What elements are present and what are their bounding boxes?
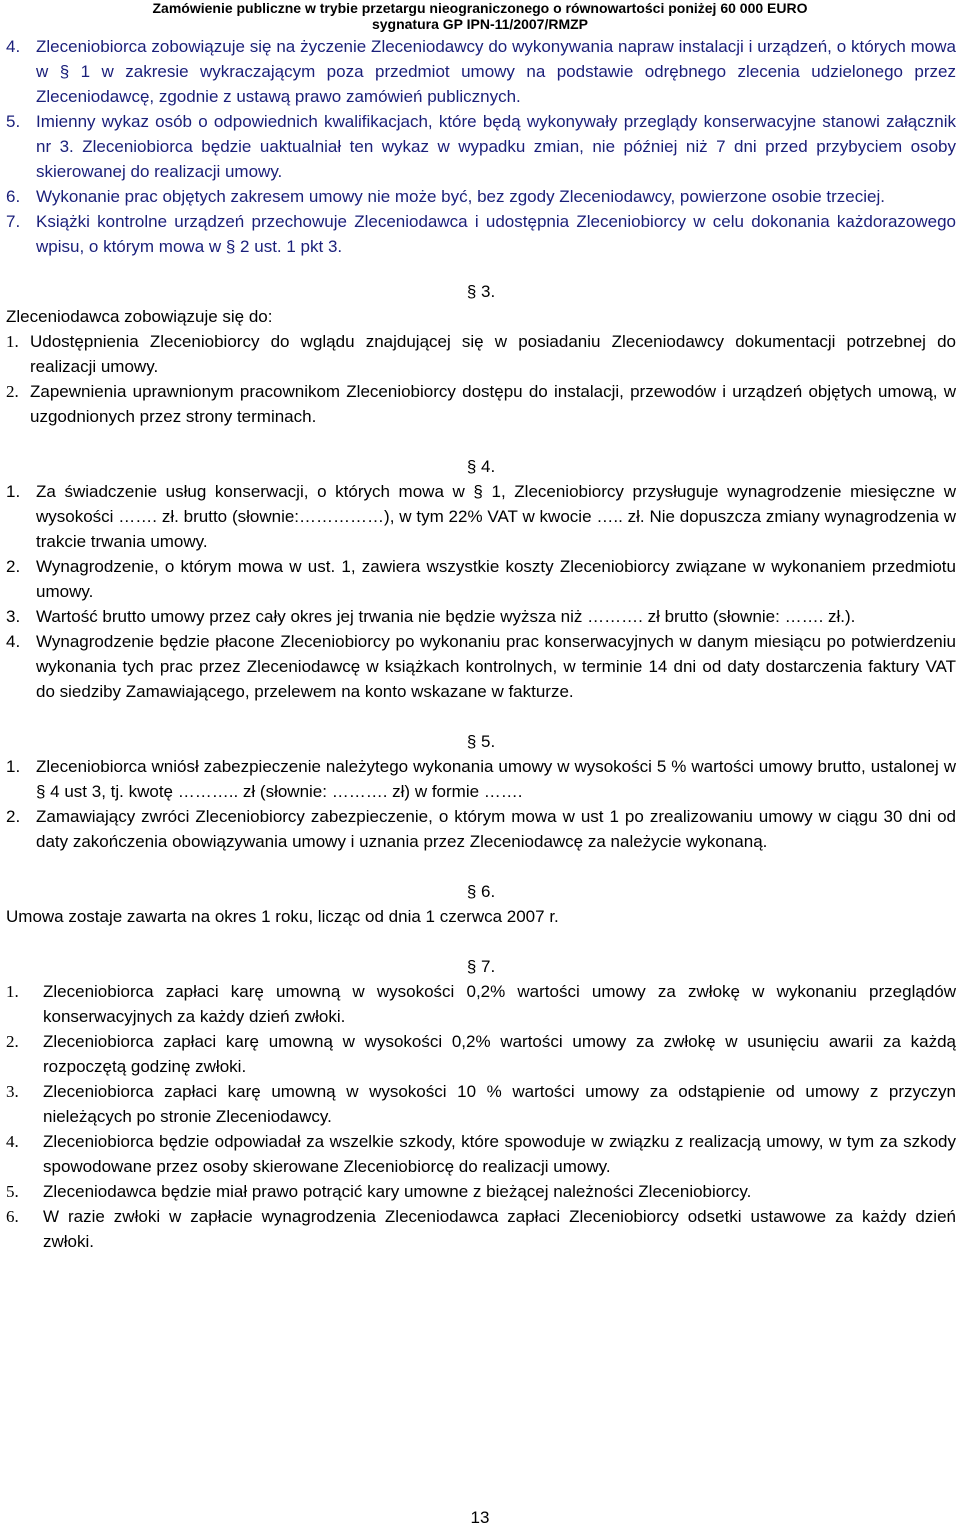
- item-text: Zleceniobiorca będzie odpowiadał za wszelkie szkody, które spowoduje w związku z realizacją umowy, w tym za szkody spowodowane przez osoby skierowane Zleceniobiorcę do realizacji umowy.: [43, 1132, 956, 1176]
- item-number: 4.: [6, 632, 21, 651]
- item-number: 2.: [6, 1032, 19, 1051]
- item-text: Książki kontrolne urządzeń przechowuje Zleceniodawca i udostępnia Zleceniobiorcy w celu dokonania każdorazowego wpisu, o którym mowa w § 2 ust. 1 pkt 3.: [36, 212, 956, 256]
- item-number: 6.: [6, 1207, 19, 1226]
- item-text: Zamawiający zwróci Zleceniobiorcy zabezpieczenie, o którym mowa w ust 1 po zrealizowaniu umowy w ciągu 30 dni od daty zakończenia obowiązywania umowy i uznania przez Zleceniodawcę za należycie wykonaną.: [36, 807, 956, 851]
- item-number: 2.: [6, 382, 19, 401]
- list-item: [6, 1204, 956, 1254]
- list-item: [6, 804, 956, 854]
- item-number: 3.: [6, 1082, 19, 1101]
- item-text: Zleceniobiorca zapłaci karę umowną w wysokości 0,2% wartości umowy za zwłokę w wykonaniu przeglądów konserwacyjnych za każdy dzień zwłoki.: [43, 982, 956, 1026]
- list-item: [6, 1129, 956, 1179]
- item-number: 7.: [6, 212, 21, 231]
- section-title-5: § 5.: [466, 732, 496, 751]
- list-item: [6, 979, 956, 1029]
- list-item: [6, 329, 956, 379]
- item-number: 4.: [6, 1132, 19, 1151]
- section-3-intro: Zleceniodawca zobowiązuje się do:: [6, 307, 273, 326]
- section-title-4: § 4.: [466, 457, 496, 476]
- section-title-3: § 3.: [466, 282, 496, 301]
- item-text: Wykonanie prac objętych zakresem umowy nie może być, bez zgody Zleceniodawcy, powierzone osobie trzeciej.: [36, 187, 885, 206]
- item-text: Zleceniobiorca zobowiązuje się na życzenie Zleceniodawcy do wykonywania napraw instalacji i urządzeń, o których mowa w § 1 w zakresie wykraczającym poza przedmiot umowy na podstawie odrębnego zlecenia udzielonego przez Zleceniodawcę, zgodnie z ustawą prawo zamówień publicznych.: [36, 37, 956, 106]
- item-text: Udostępnienia Zleceniobiorcy do wglądu znajdującej się w posiadaniu Zleceniodawcy dokumentacji potrzebnej do realizacji umowy.: [30, 332, 956, 376]
- item-number: 6.: [6, 187, 21, 206]
- list-item: [6, 629, 956, 704]
- item-number: 2.: [6, 807, 21, 826]
- list-item: [6, 109, 956, 184]
- item-text: Za świadczenie usług konserwacji, o których mowa w § 1, Zleceniobiorcy przysługuje wynagrodzenie miesięczne w wysokości ……. zł. brutto (słownie:……………), w tym 22% VAT w kwocie ….. zł. Nie dopuszcza zmiany wynagrodzenia w trakcie trwania umowy.: [36, 482, 956, 551]
- header-line-1: Zamówienie publiczne w trybie przetargu nieograniczonego o równowartości poniżej 60 000 EURO: [152, 0, 808, 16]
- list-item: [6, 479, 956, 554]
- item-text: Wynagrodzenie, o którym mowa w ust. 1, zawiera wszystkie koszty Zleceniobiorcy związane w wykonaniem przedmiotu umowy.: [36, 557, 956, 601]
- item-text: Zleceniobiorca zapłaci karę umowną w wysokości 10 % wartości umowy za odstąpienie od umowy z przyczyn nieleżących po stronie Zleceniodawcy.: [43, 1082, 956, 1126]
- list-item: [6, 209, 956, 259]
- list-item: [6, 379, 956, 429]
- item-number: 1.: [6, 757, 21, 776]
- header-line-2: sygnatura GP IPN-11/2007/RMZP: [371, 16, 589, 32]
- item-number: 2.: [6, 557, 21, 576]
- section-6-text: Umowa zostaje zawarta na okres 1 roku, licząc od dnia 1 czerwca 2007 r.: [6, 907, 559, 926]
- list-item: [6, 754, 956, 804]
- item-text: Zleceniodawca będzie miał prawo potrącić kary umowne z bieżącej należności Zleceniobiorcy.: [43, 1182, 752, 1201]
- list-item: [6, 604, 956, 629]
- list-item: [6, 1029, 956, 1079]
- section-title-7: § 7.: [466, 957, 496, 976]
- item-text: Imienny wykaz osób o odpowiednich kwalifikacjach, które będą wykonywały przeglądy konserwacyjne stanowi załącznik nr 3. Zleceniobiorca będzie uaktualniał ten wykaz w wypadku zmian, nie później niż 7 dni przed przybyciem osoby skierowanej do realizacji umowy.: [36, 112, 956, 181]
- list-item: [6, 184, 956, 209]
- item-text: Zleceniobiorca wniósł zabezpieczenie należytego wykonania umowy w wysokości 5 % wartości umowy brutto, ustalonej w § 4 ust 3, tj. kwotę ……….. zł (słownie: ………. zł) w formie …….: [36, 757, 956, 801]
- item-number: 5.: [6, 1182, 19, 1201]
- item-text: Zleceniobiorca zapłaci karę umowną w wysokości 0,2% wartości umowy za zwłokę w usunięciu awarii za każdą rozpoczętą godzinę zwłoki.: [43, 1032, 956, 1076]
- list-item: [6, 1079, 956, 1129]
- item-number: 1.: [6, 482, 21, 501]
- list-item: [6, 554, 956, 604]
- item-number: 3.: [6, 607, 21, 626]
- block-1: [6, 34, 956, 259]
- item-text: Wartość brutto umowy przez cały okres jej trwania nie będzie wyższa niż ………. zł brutto (słownie: ……. zł.).: [36, 607, 856, 626]
- document-body: [6, 34, 956, 1254]
- list-item: [6, 34, 956, 109]
- item-text: W razie zwłoki w zapłacie wynagrodzenia Zleceniodawca zapłaci Zleceniobiorcy odsetki ustawowe za każdy dzień zwłoki.: [43, 1207, 956, 1251]
- section-title-6: § 6.: [466, 882, 496, 901]
- list-item: [6, 1179, 956, 1204]
- page-number: 13: [470, 1508, 490, 1527]
- item-number: 5.: [6, 112, 21, 131]
- item-text: Wynagrodzenie będzie płacone Zleceniobiorcy po wykonaniu prac konserwacyjnych w danym miesiącu po potwierdzeniu wykonania tych prac przez Zleceniodawcę w książkach kontrolnych, w terminie 14 dni od daty dostarczenia faktury VAT do siedziby Zamawiającego, przelewem na konto wskazane w fakturze.: [36, 632, 956, 701]
- item-number: 1.: [6, 332, 19, 351]
- item-number: 1.: [6, 982, 19, 1001]
- item-text: Zapewnienia uprawnionym pracownikom Zleceniobiorcy dostępu do instalacji, przewodów i urządzeń objętych umową, w uzgodnionych przez strony terminach.: [30, 382, 956, 426]
- item-number: 4.: [6, 37, 21, 56]
- page-header: [0, 0, 960, 32]
